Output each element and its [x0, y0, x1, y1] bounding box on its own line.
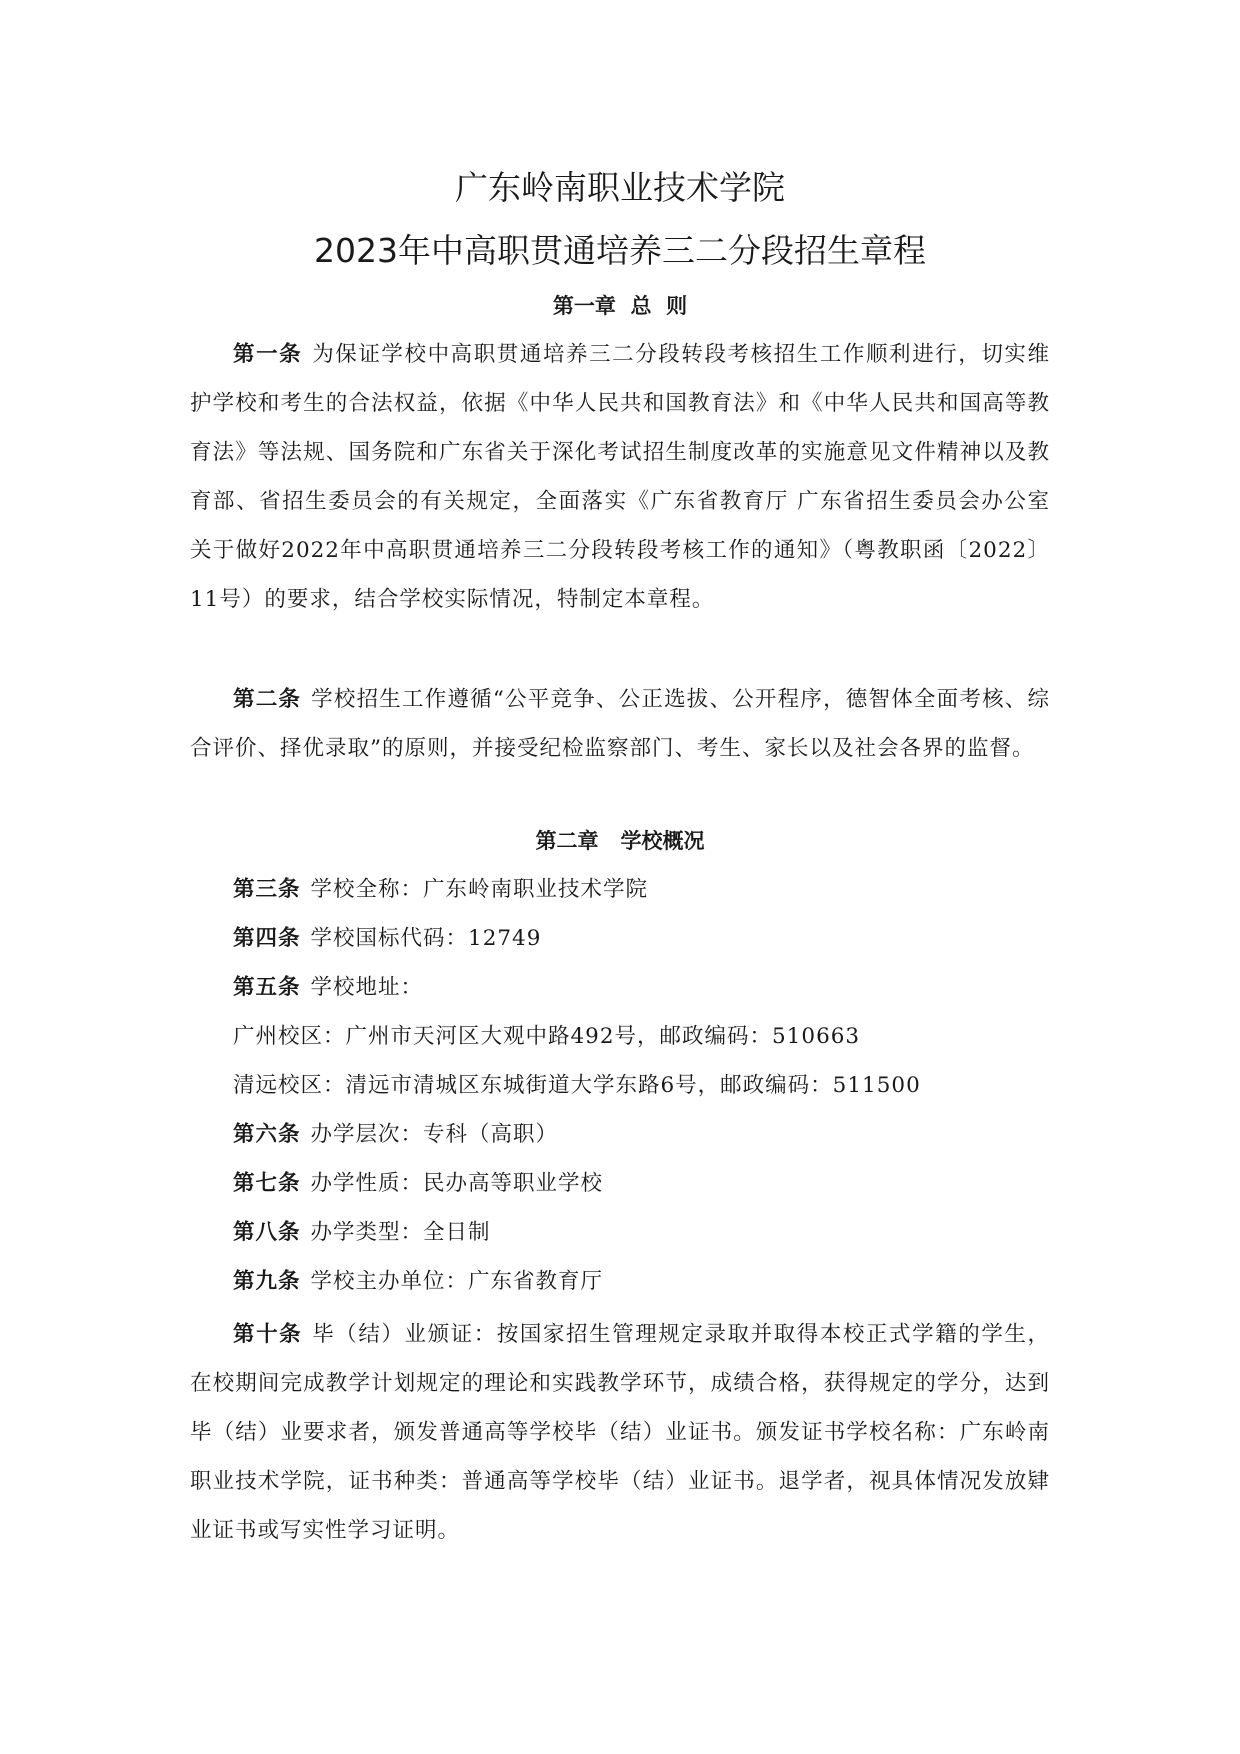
article-3: [233, 865, 1053, 914]
article-1-label: 第一条: [233, 342, 303, 367]
article-9-text: 学校主办单位：广东省教育厅: [310, 1269, 604, 1294]
article-7-label: 第七条: [233, 1171, 301, 1196]
article-2-text: 学校招生工作遵循“公平竞争、公正选拔、公开程序，德智体全面考核、综合评价、择优录取”的原则，并接受纪检监察部门、考生、家长以及社会各界的监督。: [190, 687, 1050, 761]
article-5: [233, 963, 1053, 1012]
article-7: [233, 1159, 1053, 1208]
campus-guangzhou-address: 广州校区：广州市天河区大观中路492号，邮政编码：510663: [233, 1024, 861, 1049]
article-6-text: 办学层次：专科（高职）: [310, 1122, 559, 1147]
article-9: [233, 1257, 1053, 1306]
article-10-label: 第十条: [233, 1322, 303, 1347]
article-1: [190, 330, 1050, 624]
article-10-text: 毕（结）业颁证：按国家招生管理规定录取并取得本校正式学籍的学生，在校期间完成教学计划规定的理论和实践教学环节，成绩合格，获得规定的学分，达到毕（结）业要求者，颁发普通高等学校毕（结）业证书。颁发证书学校名称：广东岭南职业技术学院，证书种类：普通高等学校毕（结）业证书。退学者，视具体情况发放肄业证书或写实性学习证明。: [190, 1322, 1050, 1543]
article-7-text: 办学性质：民办高等职业学校: [310, 1171, 604, 1196]
article-4: [233, 914, 1053, 963]
article-6: [233, 1110, 1053, 1159]
article-2: [190, 675, 1050, 773]
article-8-label: 第八条: [233, 1220, 301, 1245]
article-2-label: 第二条: [233, 687, 302, 712]
article-3-label: 第三条: [233, 877, 301, 902]
article-10: [190, 1310, 1050, 1555]
article-4-label: 第四条: [233, 926, 301, 951]
article-5-text: 学校地址：: [310, 975, 424, 1000]
chapter-2-heading: 第二章 学校概况: [535, 829, 705, 853]
article-8: [233, 1208, 1053, 1257]
article-5-label: 第五条: [233, 975, 301, 1000]
article-8-text: 办学类型：全日制: [310, 1220, 491, 1245]
article-9-label: 第九条: [233, 1269, 301, 1294]
article-4-text: 学校国标代码：12749: [310, 926, 542, 951]
document-title-charter: 2023年中高职贯通培养三二分段招生章程: [314, 231, 926, 270]
chapter-1-heading: 第一章 总 则: [552, 294, 688, 318]
document-title-institution: 广东岭南职业技术学院: [455, 168, 785, 207]
article-6-label: 第六条: [233, 1122, 301, 1147]
article-1-text: 为保证学校中高职贯通培养三二分段转段考核招生工作顺利进行，切实维护学校和考生的合法权益，依据《中华人民共和国教育法》和《中华人民共和国高等教育法》等法规、国务院和广东省关于深化考试招生制度改革的实施意见文件精神以及教育部、省招生委员会的有关规定，全面落实《广东省教育厅 广东省招生委员会办公室关于做好2022年中高职贯通培养三二分段转段考核工作的通知》（粤教职函〔2022〕11号）的要求，结合学校实际情况，特制定本章程。: [190, 342, 1050, 612]
campus-qingyuan-address: 清远校区：清远市清城区东城街道大学东路6号，邮政编码：511500: [233, 1073, 921, 1098]
article-3-text: 学校全称：广东岭南职业技术学院: [310, 877, 649, 902]
